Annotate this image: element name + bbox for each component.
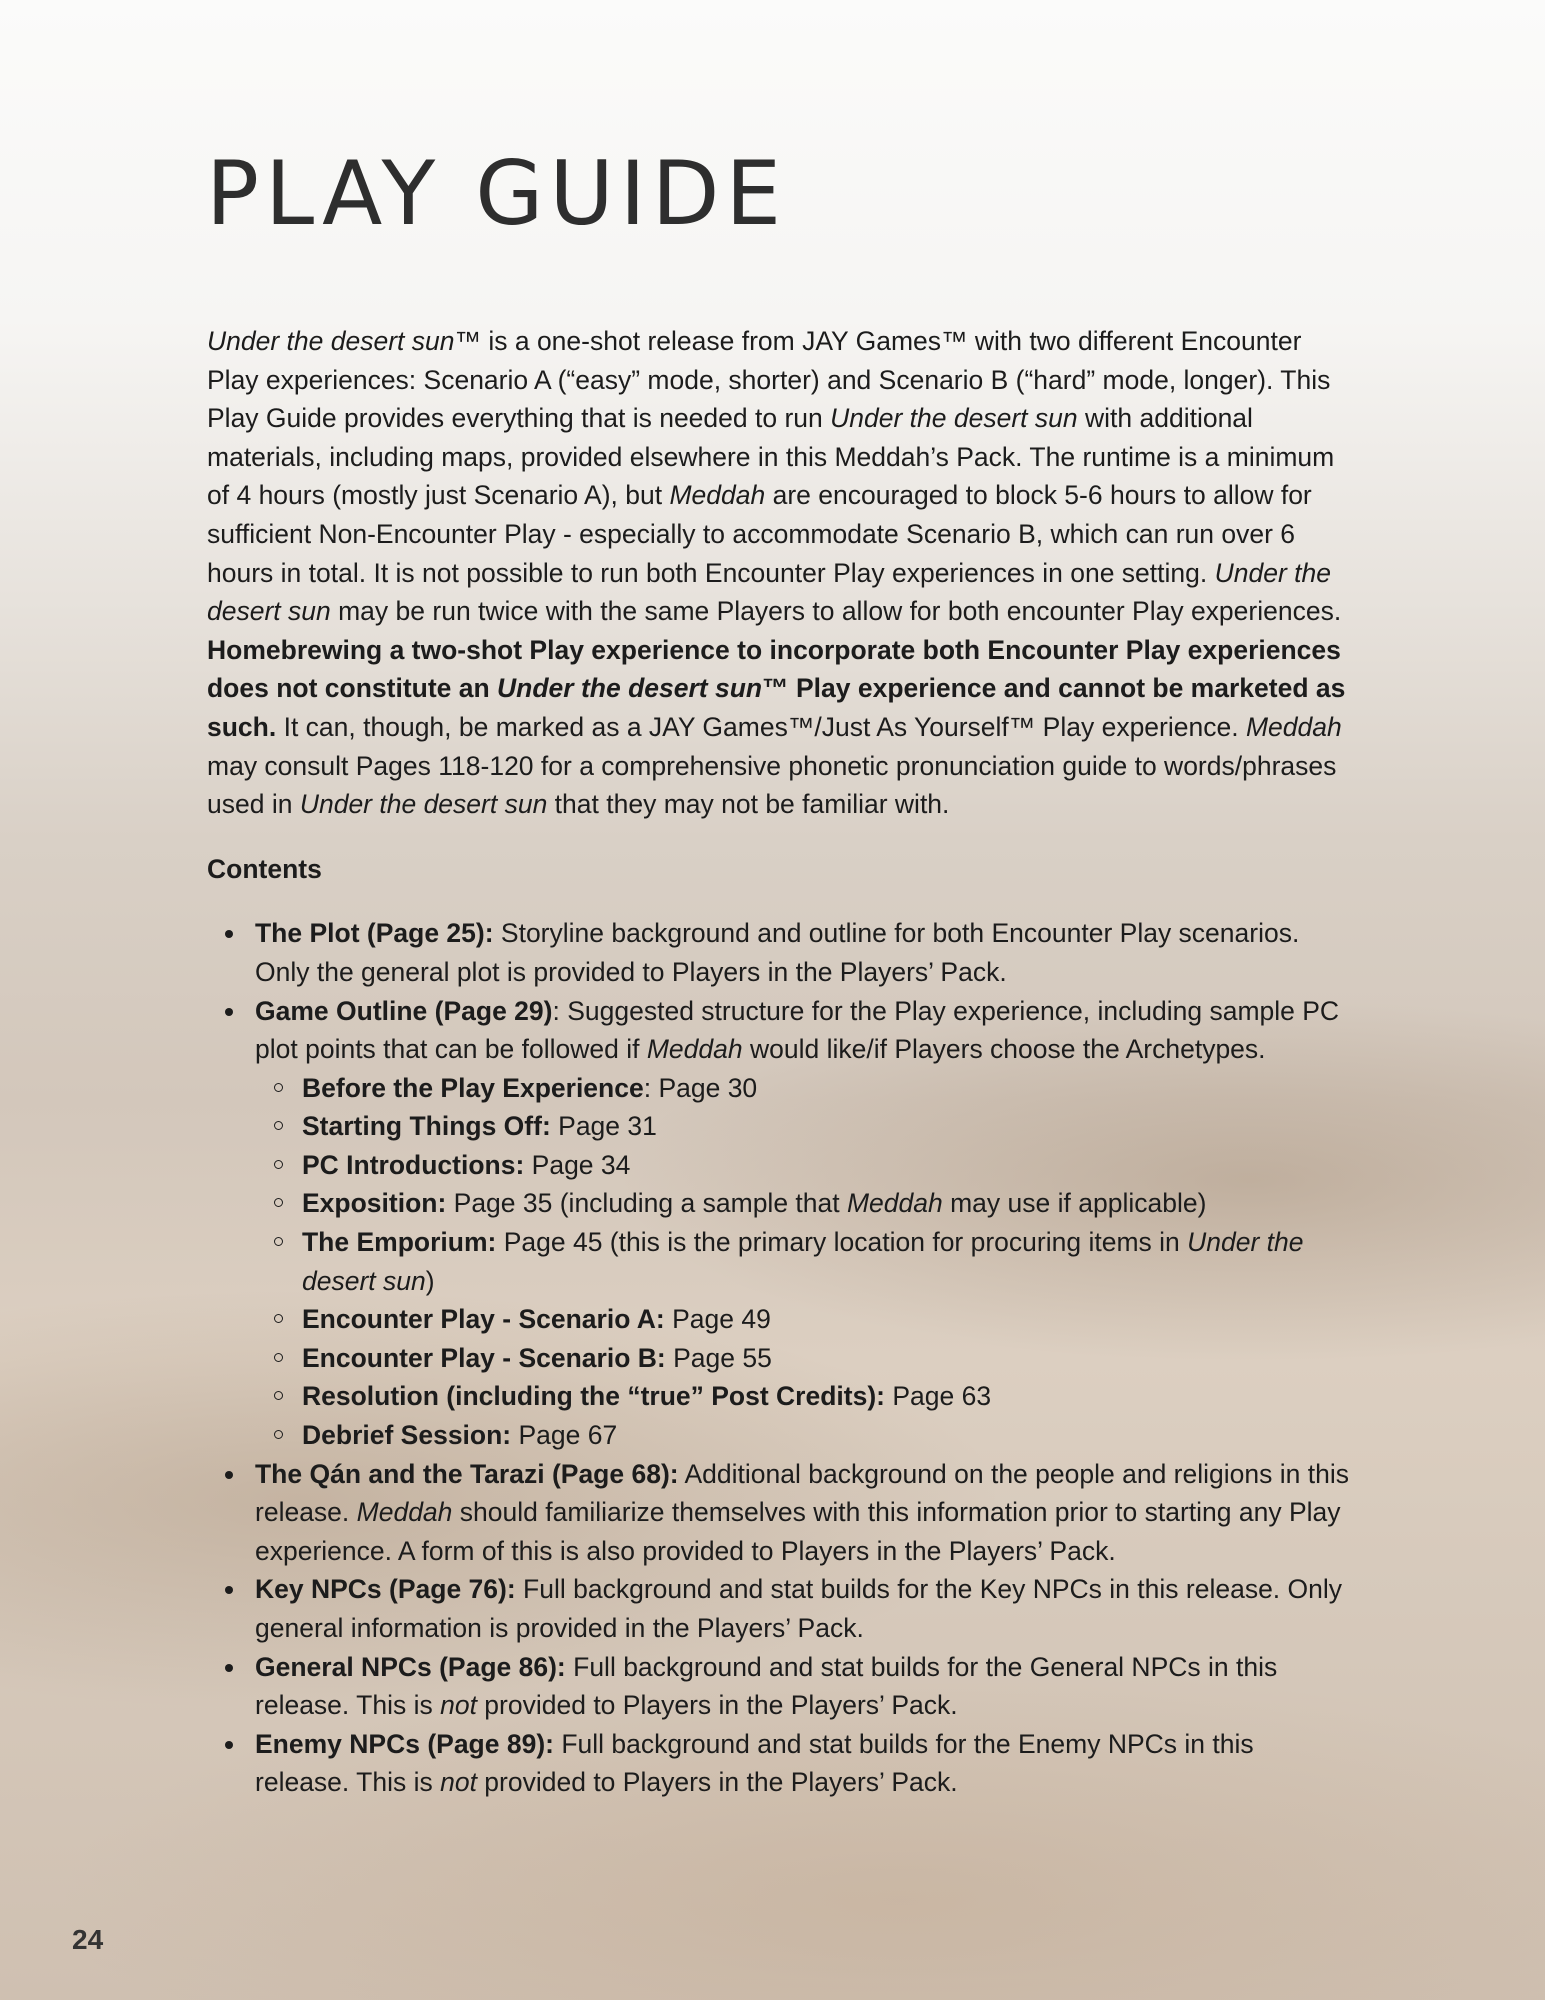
emphasized-text: Under the desert sun	[299, 789, 548, 820]
emphasized-text: Resolution (including the “true” Post Credits):	[302, 1381, 885, 1412]
text-run: Additional background on the people and religions in this release.	[255, 1458, 1349, 1528]
emphasized-text: Under the desert sun™	[207, 326, 481, 356]
text-run: Page 34	[524, 1149, 631, 1180]
text-run: It can, though, be marked as a JAY Games™/Just As Yourself™ Play experience.	[276, 711, 1246, 742]
text-run: Page 63	[885, 1381, 992, 1412]
text-run: Page 31	[550, 1111, 657, 1142]
emphasized-text: Debrief Session:	[302, 1420, 512, 1451]
contents-heading: Contents	[207, 853, 322, 884]
emphasized-text: Starting Things Off:	[302, 1111, 551, 1142]
contents-item	[255, 914, 1352, 991]
emphasized-text: not	[440, 1690, 477, 1721]
text-run: provided to Players in the Players’ Pack.	[476, 1767, 958, 1798]
text-run: Page 35 (including a sample that	[446, 1188, 847, 1219]
page-title: PLAY GUIDE	[206, 142, 788, 245]
text-run: Full background and stat builds for the Key NPCs in this release. Only general information is provided in the Players’ Pack.	[255, 1574, 1343, 1643]
contents-subitem	[302, 1377, 1352, 1416]
text-run: should familiarize themselves with this information prior to starting any Play experience. A form of this is also provided to Players in the Players’ Pack.	[255, 1497, 1341, 1566]
emphasized-text: Meddah	[1245, 711, 1342, 742]
contents-item	[255, 1570, 1352, 1647]
emphasized-text: Meddah	[846, 1188, 943, 1219]
emphasized-text: PC Introductions:	[302, 1149, 525, 1180]
contents-item	[255, 1648, 1352, 1725]
emphasized-text: Under the desert sun	[302, 1227, 1304, 1296]
intro-paragraph	[207, 322, 1352, 824]
text-run: provided to Players in the Players’ Pack.	[476, 1690, 958, 1721]
text-run: would like/if Players choose the Archetypes.	[742, 1034, 1266, 1065]
emphasized-text: Before the Play Experience	[302, 1072, 644, 1103]
text-run: that they may not be familiar with.	[547, 789, 950, 820]
text-run: may use if applicable)	[942, 1188, 1207, 1219]
contents-subitem	[302, 1184, 1352, 1223]
contents-list	[207, 914, 1352, 1802]
emphasized-text: Encounter Play - Scenario A:	[302, 1304, 665, 1335]
text-run: : Page 30	[643, 1072, 758, 1103]
emphasized-text: General NPCs (Page 86):	[255, 1651, 566, 1682]
text-run: may be run twice with the same Players to allow for both encounter Play experiences.	[330, 596, 1342, 627]
text-run: Full background and stat builds for the Enemy NPCs in this release. This is	[255, 1728, 1254, 1798]
contents-item	[255, 1455, 1352, 1571]
contents-subitem	[302, 1223, 1352, 1300]
text-run: with additional materials, including maps, provided elsewhere in this Meddah’s Pack. The runtime is a minimum of 4 hours (mostly just Scenario A), but	[207, 403, 1335, 511]
contents-subitem	[302, 1107, 1352, 1146]
emphasized-text: Meddah	[646, 1034, 743, 1065]
emphasized-text: The Qán and the Tarazi (Page 68):	[255, 1458, 679, 1489]
text-run: Page 49	[664, 1304, 771, 1335]
emphasized-text: Under the desert sun	[497, 673, 763, 704]
text-run: Page 55	[665, 1342, 772, 1373]
emphasized-text: Enemy NPCs (Page 89):	[255, 1728, 554, 1759]
emphasized-text: The Plot (Page 25):	[255, 918, 494, 949]
page-body	[207, 322, 1352, 1802]
emphasized-text: The Emporium:	[302, 1227, 497, 1258]
contents-subitem	[302, 1300, 1352, 1339]
text-run: Full background and stat builds for the General NPCs in this release. This is	[255, 1651, 1278, 1721]
emphasized-text: Meddah	[669, 480, 766, 511]
contents-sublist	[255, 1069, 1352, 1455]
emphasized-text: not	[440, 1767, 477, 1798]
emphasized-text: Key NPCs (Page 76):	[255, 1574, 516, 1605]
emphasized-text: Meddah	[356, 1497, 453, 1528]
emphasized-text: Under the desert sun	[830, 403, 1078, 434]
page-number: 24	[72, 1924, 104, 1955]
emphasized-text: Game Outline (Page 29)	[255, 995, 553, 1026]
contents-subitem	[302, 1416, 1352, 1455]
text-run: may consult Pages 118-120 for a comprehensive phonetic pronunciation guide to words/phrases used in	[207, 750, 1337, 820]
contents-item	[255, 1725, 1352, 1802]
text-run: : Suggested structure for the Play experience, including sample PC plot points that can be followed if	[255, 995, 1340, 1065]
text-run: are encouraged to block 5-6 hours to allow for sufficient Non-Encounter Play - especially to accommodate Scenario B, which can run over 6 hours in total. It is not possible to run both Encounter Play experiences in one setting.	[207, 480, 1312, 588]
contents-subitem	[302, 1146, 1352, 1185]
contents-item	[255, 992, 1352, 1455]
text-run: Page 67	[511, 1420, 618, 1451]
emphasized-text: Homebrewing a two-shot Play experience to incorporate both Encounter Play experiences does not constitute an	[207, 634, 1341, 704]
text-run: is a one-shot release from JAY Games™ with two different Encounter Play experiences: Scenario A (“easy” mode, shorter) and Scenario B (“hard” mode, longer). This Play Guide provides everything that is needed to run	[207, 326, 1331, 434]
contents-subitem	[302, 1069, 1352, 1108]
emphasized-text: Encounter Play - Scenario B:	[302, 1342, 666, 1373]
text-run: )	[425, 1265, 435, 1296]
text-run: Storyline background and outline for both Encounter Play scenarios. Only the general plot is provided to Players in the Players’ Pack.	[255, 918, 1300, 987]
text-run: Page 45 (this is the primary location for procuring items in	[496, 1227, 1188, 1258]
emphasized-text: Exposition:	[302, 1188, 447, 1219]
emphasized-text: Under the desert sun	[207, 557, 1331, 627]
contents-subitem	[302, 1339, 1352, 1378]
emphasized-text: ™ Play experience and cannot be marketed as such.	[207, 673, 1346, 742]
